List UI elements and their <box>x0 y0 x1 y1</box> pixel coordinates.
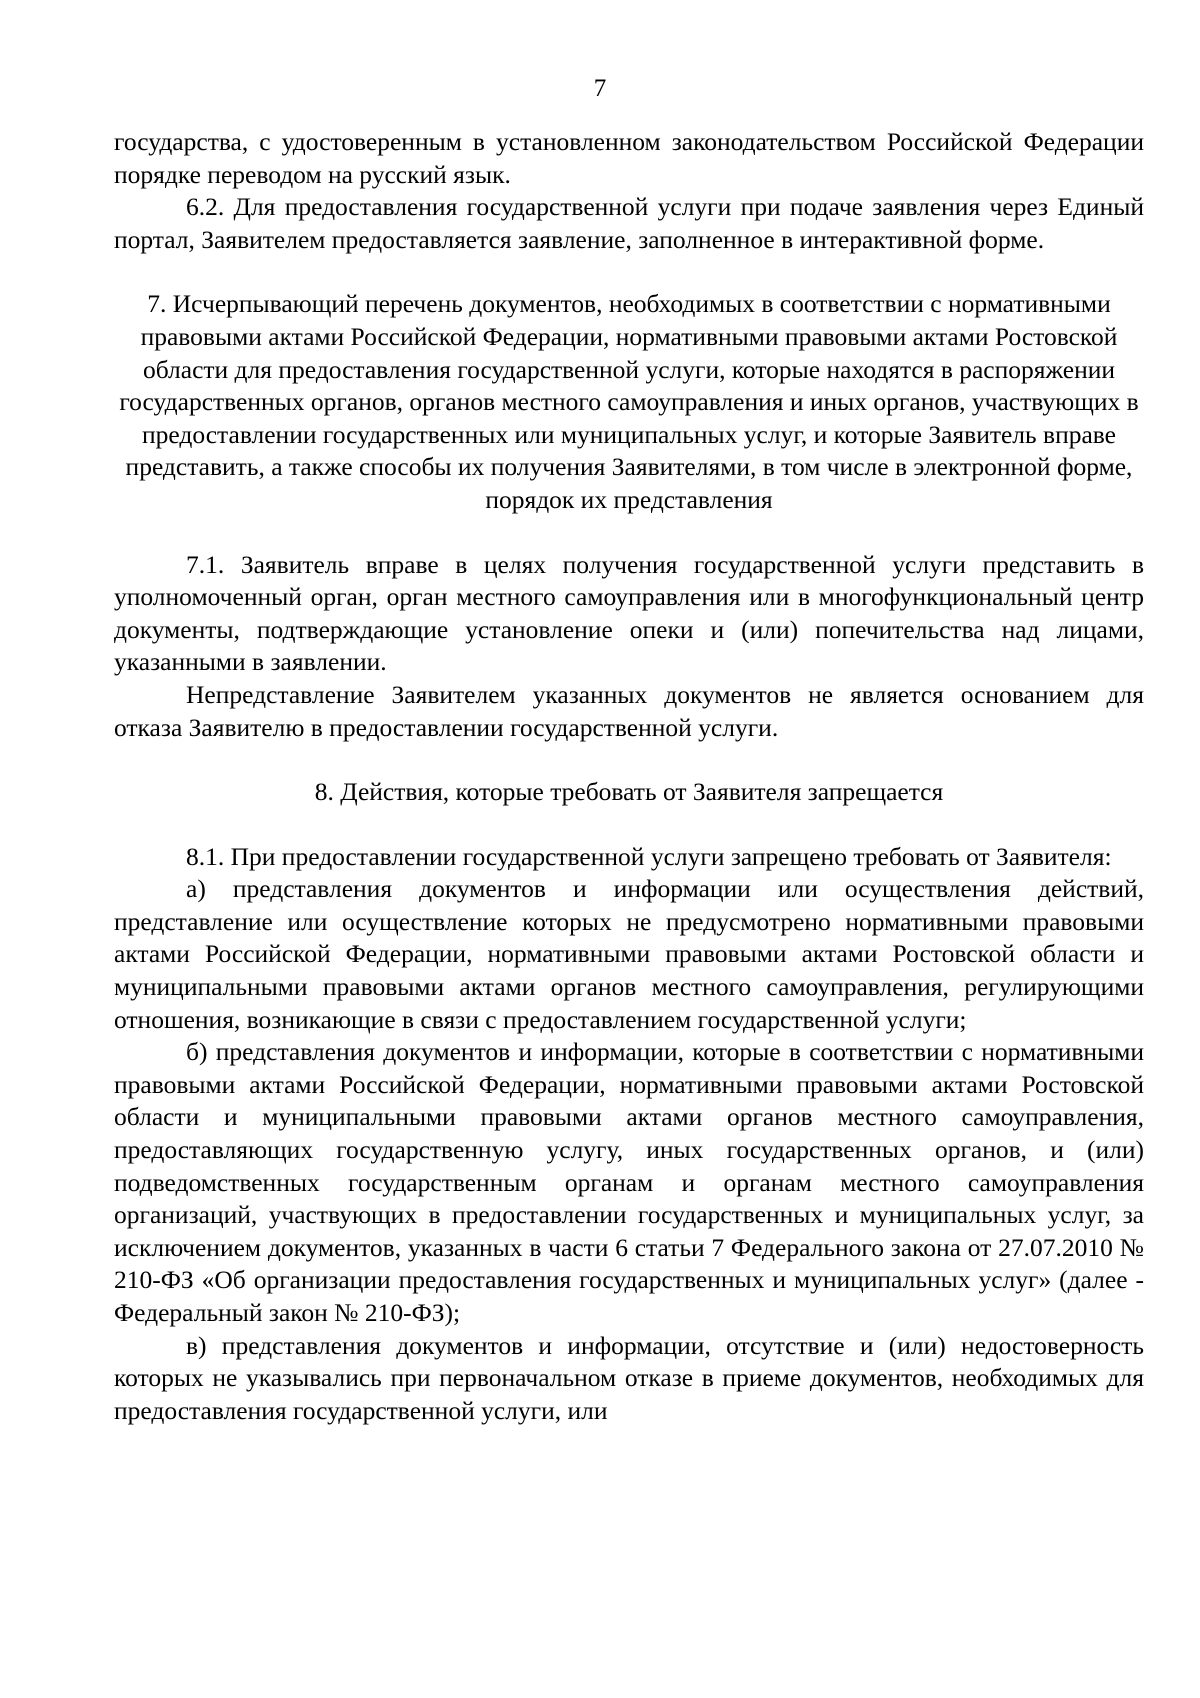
paragraph-8-1: 8.1. При предоставлении государственной услуги запрещено требовать от Заявителя: <box>186 841 1112 871</box>
paragraph-7-1-note: Непредставление Заявителем указанных документов не является основанием для отказа Заявителю в предоставлении государственной услуги. <box>114 679 1144 742</box>
paragraph-7-1: 7.1. Заявитель вправе в целях получения государственной услуги представить в уполномоченный орган, орган местного самоуправления или в многофункциональный центр документы, подтверждающие установление опеки и (или) попечительства над лицами, указанными в заявлении. <box>114 549 1144 677</box>
page-number: 7 <box>593 75 607 102</box>
list-item-v: в) представления документов и информации, отсутствие и (или) недостоверность которых не указывались при первоначальном отказе в приеме документов, необходимых для предоставления государственной услуги, или <box>114 1330 1144 1425</box>
section-heading-8: 8. Действия, которые требовать от Заявителя запрещается <box>314 777 944 807</box>
document-body <box>114 126 1144 1427</box>
list-item-a: а) представления документов и информации или осуществления действий, представление или осуществление которых не предусмотрено нормативными правовыми актами Российской Федерации, нормативными правовыми актами Ростовской области и муниципальными правовыми актами органов местного самоуправления, регулирующими отношения, возникающие в связи с предоставлением государственной услуги; <box>114 874 1144 1034</box>
list-item-b: б) представления документов и информации, которые в соответствии с нормативными правовыми актами Российской Федерации, нормативными правовыми актами Ростовской области и муниципальными правовыми актами органов местного самоуправления, предоставляющих государственную услугу, иных государственных органов, и (или) подведомственных государственным органам и органам местного самоуправления организаций, участвующих в предоставлении государственных и муниципальных услуг, за исключением документов, указанных в части 6 статьи 7 Федерального закона от 27.07.2010 № 210-ФЗ «Об организации предоставления государственных и муниципальных услуг» (далее - Федеральный закон № 210-ФЗ); <box>114 1037 1144 1327</box>
paragraph-6-2: 6.2. Для предоставления государственной услуги при подаче заявления через Единый портал, Заявителем предоставляется заявление, заполненное в интерактивной форме. <box>114 192 1144 254</box>
paragraph-continuation: государства, с удостоверенным в установленном законодательством Российской Федерации порядке переводом на русский язык. <box>114 127 1144 189</box>
section-heading-7: 7. Исчерпывающий перечень документов, необходимых в соответствии с нормативными правовыми актами Российской Федерации, нормативными правовыми актами Ростовской области для предоставления государственной услуги, которые находятся в распоряжении государственных органов, органов местного самоуправления и иных органов, участвующих в предоставлении государственных или муниципальных услуг, и которые Заявитель вправе представить, а также способы их получения Заявителями, в том числе в электронной форме, порядок их представления <box>119 289 1139 514</box>
